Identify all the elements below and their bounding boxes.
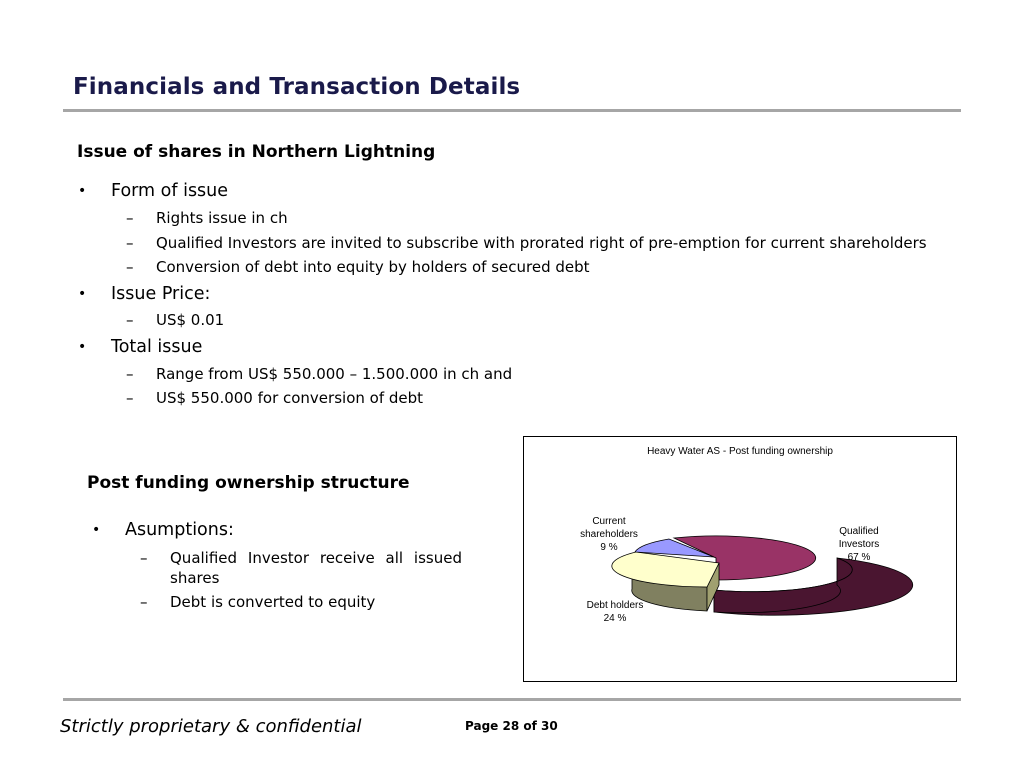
sub-dash: – (126, 365, 134, 383)
sub-text: Qualified Investor receive all issued shares (170, 549, 462, 587)
sub-text: Qualified Investors are invited to subscribe with prorated right of pre-emption for current shareholders (156, 234, 927, 252)
sub-dash: – (126, 209, 134, 227)
page-number: Page 28 of 30 (465, 719, 558, 733)
sub-bullet (126, 365, 513, 383)
sub-bullet (126, 258, 590, 276)
bullet-issue-price (78, 284, 211, 304)
sub-text: Debt is converted to equity (170, 593, 376, 611)
bullet-label: Asumptions: (125, 520, 234, 540)
chart-title: Heavy Water AS - Post funding ownership (647, 446, 833, 457)
sub-dash: – (140, 593, 148, 611)
bullet-dot: • (78, 286, 87, 302)
sub-dash: – (126, 311, 134, 329)
page-title: Financials and Transaction Details (73, 74, 521, 100)
pie-slice-debt-holders (612, 552, 719, 587)
label-debt-holders (580, 599, 650, 625)
label-qualified-investors (824, 525, 894, 564)
label-line: Qualified (839, 526, 879, 537)
label-line: Debt holders (586, 600, 644, 611)
sub-text: Range from US$ 550.000 – 1.500.000 in ch and (156, 365, 513, 383)
label-line: shareholders (580, 529, 638, 540)
bullet-dot: • (78, 339, 87, 355)
sub-dash: – (126, 258, 134, 276)
sub-text: Rights issue in ch (156, 209, 288, 227)
bullet-label: Form of issue (111, 181, 229, 201)
bullet-dot: • (78, 183, 87, 199)
label-line: Current (592, 516, 626, 527)
header-rule (63, 109, 961, 112)
sub-bullet (126, 209, 288, 227)
confidential-notice: Strictly proprietary & confidential (60, 716, 362, 737)
section-heading-issue: Issue of shares in Northern Lightning (77, 142, 436, 162)
sub-bullet (126, 389, 424, 407)
label-value: 67 % (847, 552, 871, 563)
sub-dash: – (140, 549, 148, 567)
sub-bullet (140, 593, 376, 611)
sub-text: Conversion of debt into equity by holders of secured debt (156, 258, 590, 276)
bullet-label: Issue Price: (111, 284, 211, 304)
bullet-total-issue (78, 337, 203, 357)
footer-rule (63, 698, 961, 701)
sub-bullet (126, 234, 927, 252)
label-value: 24 % (603, 613, 627, 624)
bullet-dot: • (92, 522, 101, 538)
sub-text: US$ 0.01 (156, 311, 225, 329)
bullet-assumptions (92, 520, 234, 540)
label-line: Investors (838, 539, 880, 550)
sub-text: US$ 550.000 for conversion of debt (156, 389, 424, 407)
label-value: 9 % (600, 542, 618, 553)
bullet-form-of-issue (78, 181, 229, 201)
label-current-shareholders (574, 515, 644, 554)
section-heading-ownership: Post funding ownership structure (87, 473, 410, 493)
sub-bullet (140, 548, 462, 588)
sub-dash: – (126, 389, 134, 407)
ownership-chart (523, 436, 957, 682)
sub-dash: – (126, 234, 134, 252)
bullet-label: Total issue (111, 337, 203, 357)
sub-bullet (126, 311, 225, 329)
